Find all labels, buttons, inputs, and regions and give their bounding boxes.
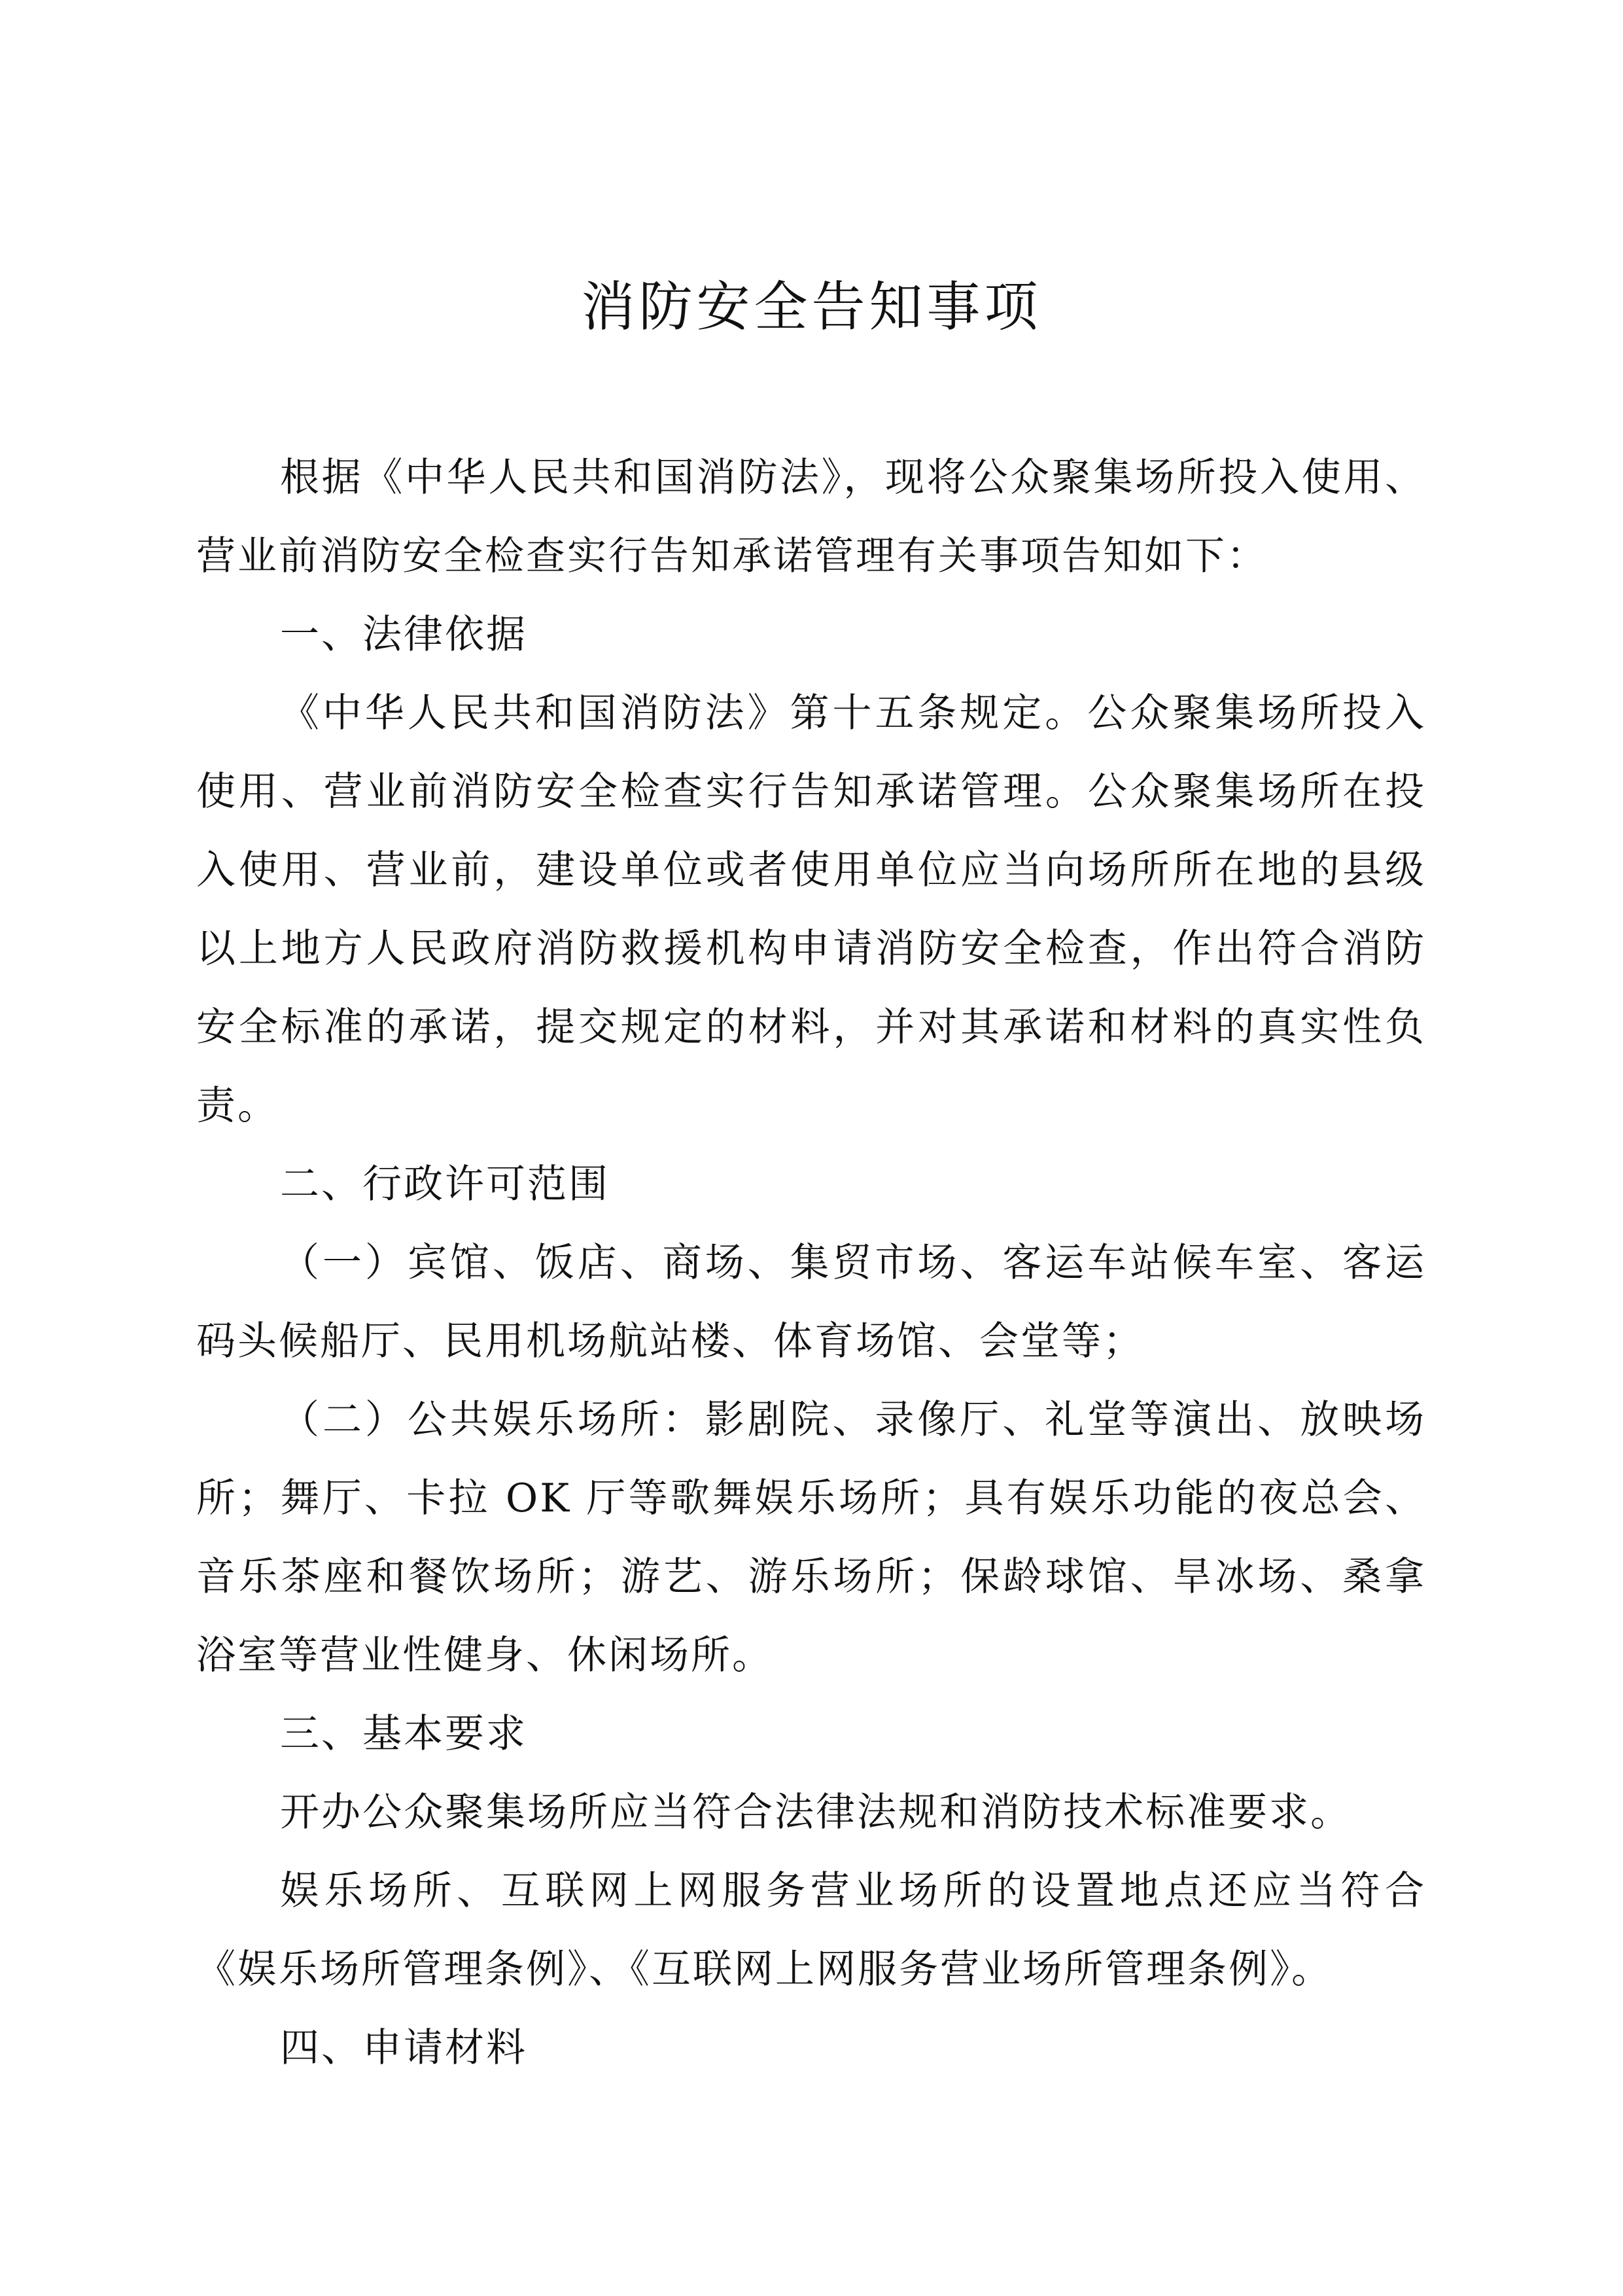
basic-requirements-paragraph-1: 开办公众聚集场所应当符合法律法规和消防技术标准要求。 [280, 1790, 1352, 1835]
permit-scope-item-2: （二）公共娱乐场所：影剧院、录像厅、礼堂等演出、放映场所；舞厅、卡拉 OK 厅等歌舞娱乐场所；具有娱乐功能的夜总会、音乐茶座和餐饮场所；游艺、游乐场所；保龄球馆、旱冰场、桑拿浴室等营业性健身、休闲场所。 [196, 1397, 1426, 1678]
section-heading-basic-requirements: 三、基本要求 [280, 1711, 527, 1757]
permit-scope-item-1: （一）宾馆、饭店、商场、集贸市场、客运车站候车室、客运码头候船厅、民用机场航站楼、体育场馆、会堂等； [196, 1240, 1426, 1364]
section-heading-application-materials: 四、申请材料 [280, 2025, 527, 2071]
section-heading-legal-basis: 一、法律依据 [280, 612, 527, 658]
page-title: 消防安全告知事项 [581, 276, 1042, 338]
section-heading-permit-scope: 二、行政许可范围 [280, 1161, 610, 1207]
legal-basis-paragraph: 《中华人民共和国消防法》第十五条规定。公众聚集场所投入使用、营业前消防安全检查实行告知承诺管理。公众聚集场所在投入使用、营业前，建设单位或者使用单位应当向场所所在地的县级以上地方人民政府消防救援机构申请消防安全检查，作出符合消防安全标准的承诺，提交规定的材料，并对其承诺和材料的真实性负责。 [196, 690, 1426, 1129]
intro-paragraph: 根据《中华人民共和国消防法》，现将公众聚集场所投入使用、营业前消防安全检查实行告知承诺管理有关事项告知如下： [196, 455, 1426, 579]
basic-requirements-paragraph-2: 娱乐场所、互联网上网服务营业场所的设置地点还应当符合《娱乐场所管理条例》、《互联网上网服务营业场所管理条例》。 [196, 1868, 1426, 1992]
document-body [196, 438, 1426, 2087]
